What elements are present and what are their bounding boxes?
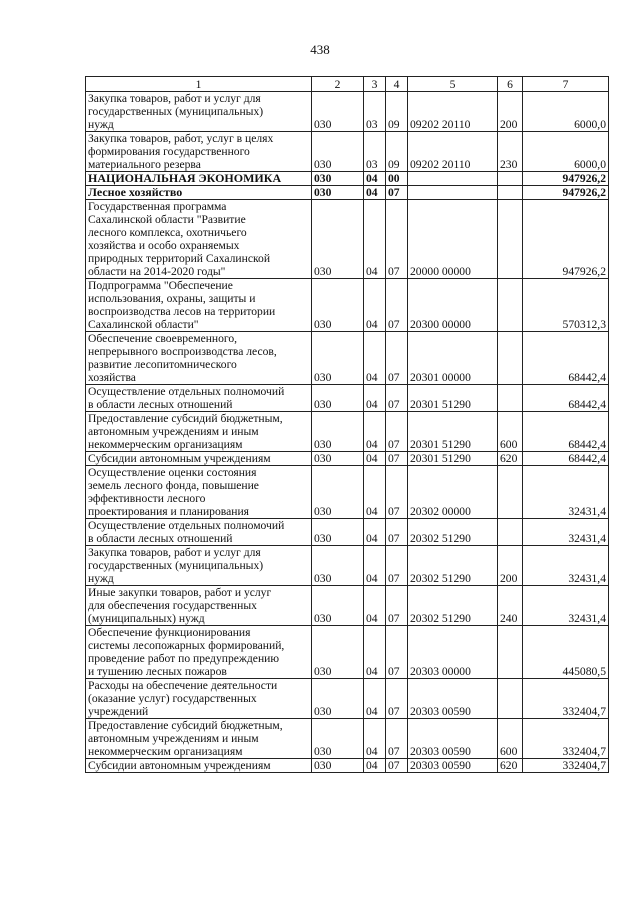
header-cell-6: 6	[498, 77, 523, 92]
header-cell-4: 4	[386, 77, 408, 92]
row-section-cell: 04	[364, 279, 386, 332]
row-code-cell: 030	[312, 759, 364, 773]
row-code-cell: 030	[312, 172, 364, 186]
row-target-item-cell: 20303 00590	[408, 679, 498, 719]
row-target-item-cell: 20302 00000	[408, 466, 498, 519]
row-expense-type-cell: 600	[498, 412, 523, 452]
row-amount-cell: 32431,4	[523, 586, 609, 626]
row-expense-type-cell: 230	[498, 132, 523, 172]
row-expense-type-cell	[498, 172, 523, 186]
row-section-cell: 04	[364, 586, 386, 626]
row-code-cell: 030	[312, 546, 364, 586]
row-section-cell: 04	[364, 172, 386, 186]
row-name-cell: Предоставление субсидий бюджетным, автономным учреждениям и иным некоммерческим организациям	[86, 719, 312, 759]
page-number: 438	[310, 42, 330, 57]
row-target-item-cell: 20302 51290	[408, 586, 498, 626]
table-row	[86, 186, 609, 200]
row-section-cell: 04	[364, 759, 386, 773]
row-code-cell: 030	[312, 92, 364, 132]
row-code-cell: 030	[312, 200, 364, 279]
table-row	[86, 452, 609, 466]
row-subsection-cell: 07	[386, 519, 408, 546]
row-section-cell: 03	[364, 132, 386, 172]
row-name-cell: Расходы на обеспечение деятельности (оказание услуг) государственных учреждений	[86, 679, 312, 719]
table-row	[86, 626, 609, 679]
row-code-cell: 030	[312, 385, 364, 412]
table-row	[86, 412, 609, 452]
row-name-cell: Осуществление отдельных полномочий в области лесных отношений	[86, 385, 312, 412]
row-amount-cell: 947926,2	[523, 172, 609, 186]
row-code-cell: 030	[312, 519, 364, 546]
row-code-cell: 030	[312, 466, 364, 519]
header-cell-7: 7	[523, 77, 609, 92]
row-expense-type-cell	[498, 200, 523, 279]
row-amount-cell: 68442,4	[523, 412, 609, 452]
table-row	[86, 200, 609, 279]
table-row	[86, 679, 609, 719]
row-name-cell: Государственная программа Сахалинской области "Развитие лесного комплекса, охотничьего хозяйства и особо охраняемых природных территорий Сахалинской области на 2014-2020 годы"	[86, 200, 312, 279]
row-code-cell: 030	[312, 132, 364, 172]
row-section-cell: 04	[364, 546, 386, 586]
row-code-cell: 030	[312, 626, 364, 679]
row-expense-type-cell: 200	[498, 92, 523, 132]
row-subsection-cell: 00	[386, 172, 408, 186]
row-target-item-cell	[408, 186, 498, 200]
row-expense-type-cell	[498, 626, 523, 679]
row-target-item-cell: 20301 51290	[408, 412, 498, 452]
row-amount-cell: 32431,4	[523, 519, 609, 546]
table-body	[86, 92, 609, 773]
row-subsection-cell: 07	[386, 759, 408, 773]
row-subsection-cell: 09	[386, 92, 408, 132]
row-name-cell: НАЦИОНАЛЬНАЯ ЭКОНОМИКА	[86, 172, 312, 186]
row-target-item-cell: 20303 00590	[408, 759, 498, 773]
row-expense-type-cell	[498, 519, 523, 546]
budget-table	[85, 76, 609, 773]
row-expense-type-cell	[498, 186, 523, 200]
row-code-cell: 030	[312, 452, 364, 466]
row-expense-type-cell	[498, 332, 523, 385]
row-amount-cell: 947926,2	[523, 200, 609, 279]
table-row	[86, 92, 609, 132]
row-expense-type-cell: 600	[498, 719, 523, 759]
row-section-cell: 04	[364, 466, 386, 519]
row-section-cell: 04	[364, 332, 386, 385]
row-name-cell: Иные закупки товаров, работ и услуг для обеспечения государственных (муниципальных) нужд	[86, 586, 312, 626]
row-amount-cell: 32431,4	[523, 466, 609, 519]
row-expense-type-cell: 240	[498, 586, 523, 626]
row-name-cell: Субсидии автономным учреждениям	[86, 452, 312, 466]
row-subsection-cell: 07	[386, 679, 408, 719]
row-amount-cell: 445080,5	[523, 626, 609, 679]
row-section-cell: 04	[364, 412, 386, 452]
row-name-cell: Обеспечение функционирования системы лесопожарных формирований, проведение работ по предупреждению и тушению лесных пожаров	[86, 626, 312, 679]
table-row	[86, 719, 609, 759]
header-cell-1: 1	[86, 77, 312, 92]
row-expense-type-cell	[498, 279, 523, 332]
table-row	[86, 332, 609, 385]
row-target-item-cell: 20301 51290	[408, 385, 498, 412]
row-expense-type-cell: 620	[498, 452, 523, 466]
row-amount-cell: 68442,4	[523, 332, 609, 385]
row-amount-cell: 68442,4	[523, 385, 609, 412]
row-target-item-cell: 09202 20110	[408, 92, 498, 132]
row-subsection-cell: 07	[386, 452, 408, 466]
row-amount-cell: 6000,0	[523, 92, 609, 132]
table-row	[86, 279, 609, 332]
row-section-cell: 04	[364, 452, 386, 466]
row-code-cell: 030	[312, 586, 364, 626]
row-subsection-cell: 07	[386, 626, 408, 679]
row-amount-cell: 332404,7	[523, 719, 609, 759]
row-expense-type-cell: 200	[498, 546, 523, 586]
row-name-cell: Осуществление оценки состояния земель лесного фонда, повышение эффективности лесного проектирования и планирования	[86, 466, 312, 519]
row-expense-type-cell: 620	[498, 759, 523, 773]
row-name-cell: Лесное хозяйство	[86, 186, 312, 200]
row-code-cell: 030	[312, 332, 364, 385]
row-target-item-cell: 20000 00000	[408, 200, 498, 279]
row-target-item-cell: 20300 00000	[408, 279, 498, 332]
row-subsection-cell: 07	[386, 412, 408, 452]
row-target-item-cell: 20303 00590	[408, 719, 498, 759]
row-expense-type-cell	[498, 385, 523, 412]
row-amount-cell: 6000,0	[523, 132, 609, 172]
row-code-cell: 030	[312, 279, 364, 332]
row-expense-type-cell	[498, 679, 523, 719]
row-code-cell: 030	[312, 719, 364, 759]
row-subsection-cell: 07	[386, 546, 408, 586]
header-cell-2: 2	[312, 77, 364, 92]
row-subsection-cell: 07	[386, 279, 408, 332]
table-row	[86, 172, 609, 186]
header-cell-3: 3	[364, 77, 386, 92]
table-row	[86, 466, 609, 519]
row-section-cell: 04	[364, 519, 386, 546]
row-section-cell: 04	[364, 186, 386, 200]
row-section-cell: 03	[364, 92, 386, 132]
row-expense-type-cell	[498, 466, 523, 519]
row-name-cell: Подпрограмма "Обеспечение использования, охраны, защиты и воспроизводства лесов на территории Сахалинской области"	[86, 279, 312, 332]
row-section-cell: 04	[364, 385, 386, 412]
row-target-item-cell: 20301 51290	[408, 452, 498, 466]
row-amount-cell: 68442,4	[523, 452, 609, 466]
header-cell-5: 5	[408, 77, 498, 92]
row-name-cell: Субсидии автономным учреждениям	[86, 759, 312, 773]
row-amount-cell: 570312,3	[523, 279, 609, 332]
table-row	[86, 759, 609, 773]
row-name-cell: Закупка товаров, работ и услуг для государственных (муниципальных) нужд	[86, 92, 312, 132]
row-code-cell: 030	[312, 186, 364, 200]
row-subsection-cell: 07	[386, 385, 408, 412]
row-subsection-cell: 09	[386, 132, 408, 172]
table-row	[86, 385, 609, 412]
table-row	[86, 519, 609, 546]
row-subsection-cell: 07	[386, 332, 408, 385]
row-section-cell: 04	[364, 679, 386, 719]
row-code-cell: 030	[312, 412, 364, 452]
row-target-item-cell	[408, 172, 498, 186]
row-section-cell: 04	[364, 719, 386, 759]
table-row	[86, 586, 609, 626]
row-amount-cell: 947926,2	[523, 186, 609, 200]
row-target-item-cell: 09202 20110	[408, 132, 498, 172]
row-subsection-cell: 07	[386, 586, 408, 626]
row-subsection-cell: 07	[386, 186, 408, 200]
row-name-cell: Обеспечение своевременного, непрерывного воспроизводства лесов, развитие лесопитомнического хозяйства	[86, 332, 312, 385]
row-name-cell: Предоставление субсидий бюджетным, автономным учреждениям и иным некоммерческим организациям	[86, 412, 312, 452]
row-subsection-cell: 07	[386, 200, 408, 279]
row-amount-cell: 332404,7	[523, 759, 609, 773]
table-row	[86, 546, 609, 586]
row-name-cell: Закупка товаров, работ, услуг в целях формирования государственного материального резерва	[86, 132, 312, 172]
row-subsection-cell: 07	[386, 719, 408, 759]
row-amount-cell: 332404,7	[523, 679, 609, 719]
row-name-cell: Закупка товаров, работ и услуг для государственных (муниципальных) нужд	[86, 546, 312, 586]
row-target-item-cell: 20302 51290	[408, 519, 498, 546]
row-subsection-cell: 07	[386, 466, 408, 519]
row-section-cell: 04	[364, 200, 386, 279]
header-row	[86, 77, 609, 92]
row-target-item-cell: 20302 51290	[408, 546, 498, 586]
table-row	[86, 132, 609, 172]
row-name-cell: Осуществление отдельных полномочий в области лесных отношений	[86, 519, 312, 546]
row-target-item-cell: 20303 00000	[408, 626, 498, 679]
row-amount-cell: 32431,4	[523, 546, 609, 586]
row-code-cell: 030	[312, 679, 364, 719]
row-section-cell: 04	[364, 626, 386, 679]
row-target-item-cell: 20301 00000	[408, 332, 498, 385]
